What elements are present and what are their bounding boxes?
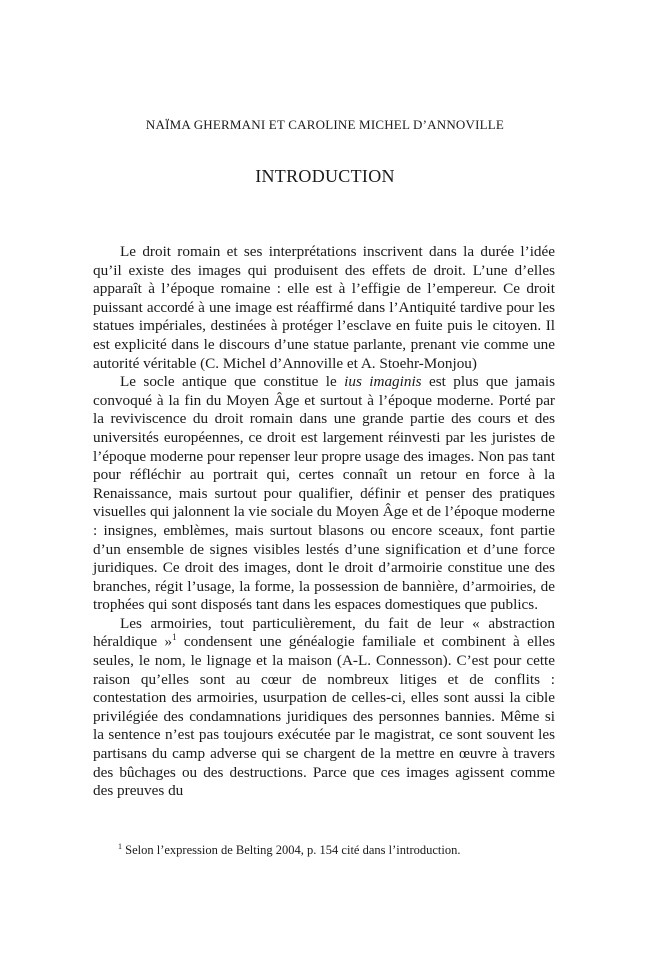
paragraph-3 — [93, 615, 555, 801]
paragraph-1: Le droit romain et ses interprétations inscrivent dans la durée l’idée qu’il existe des images qui produisent des effets de droit. L’une d’elles apparaît à l’époque romaine : elle est à l’effigie de l’empereur. Ce droit puissant accordé à une image est réaffirmé dans l’Antiquité tardive pour les statues impériales, destinées à protéger l’esclave en fuite puis le citoyen. Il est explicité dans le discours d’une statue parlante, prenant vie comme une autorité véritable (C. Michel d’Annoville et A. Stoehr-Monjou) — [93, 243, 555, 372]
paragraph-2-rest: est plus que jamais convoqué à la fin du Moyen Âge et surtout à l’époque moderne. Porté par la reviviscence du droit romain dans une grande partie des cours et des universités européennes, ce droit est largement réinvesti par les juristes de l’époque moderne pour repenser leur propre usage des images. Non pas tant pour réfléchir au portrait qui, certes connaît un retour en force à la Renaissance, mais surtout pour qualifier, définir et penser des pratiques visuelles qui jalonnent la vie sociale du Moyen Âge et de l’époque moderne : insignes, emblèmes, mais surtout blasons ou encore sceaux, font partie d’un ensemble de signes visibles lestés d’une signification et d’une force juridiques. Ce droit des images, dont le droit d’armoirie constitue une des branches, régit l’usage, la forme, la possession de bannière, d’armoiries, de trophées qui sont disposés tant dans les espaces domestiques que publics. — [93, 373, 556, 614]
paragraph-2 — [93, 373, 555, 615]
body-text — [93, 243, 555, 801]
footnote-mark: 1 — [118, 841, 122, 851]
paragraph-3-rest: condensent une généalogie familiale et combinent à elles seules, le nom, le lignage et la maison (A-L. Connesson). C’est pour cette raison qu’elles sont au cœur de nombreux litiges et de conflits : contestation des armoiries, usurpation de celles-ci, elles sont aussi la cible privilégiée des condamnations juridiques des personnes bannies. Même si la sentence n’est pas toujours exécutée par le magistrat, ce sont souvent les partisans du camp adverse qui se chargent de la mettre en œuvre à travers des bûchages ou des destructions. Parce que ces images agissent comme des preuves du — [93, 633, 555, 800]
paragraph-2-start: Le socle antique que constitue le — [120, 373, 345, 391]
footnote — [118, 842, 558, 858]
italic-term: ius imaginis — [344, 373, 422, 391]
running-head: NAÏMA GHERMANI ET CAROLINE MICHEL D’ANNOVILLE — [145, 117, 505, 132]
footnote-reference[interactable]: 1 — [172, 632, 177, 643]
chapter-title: INTRODUCTION — [255, 166, 395, 186]
paragraph-3-start: Les armoiries, tout particulièrement, du fait de leur « abstraction héraldique » — [93, 614, 555, 651]
footnote-text: Selon l’expression de Belting 2004, p. 154 cité dans l’introduction. — [122, 843, 461, 857]
